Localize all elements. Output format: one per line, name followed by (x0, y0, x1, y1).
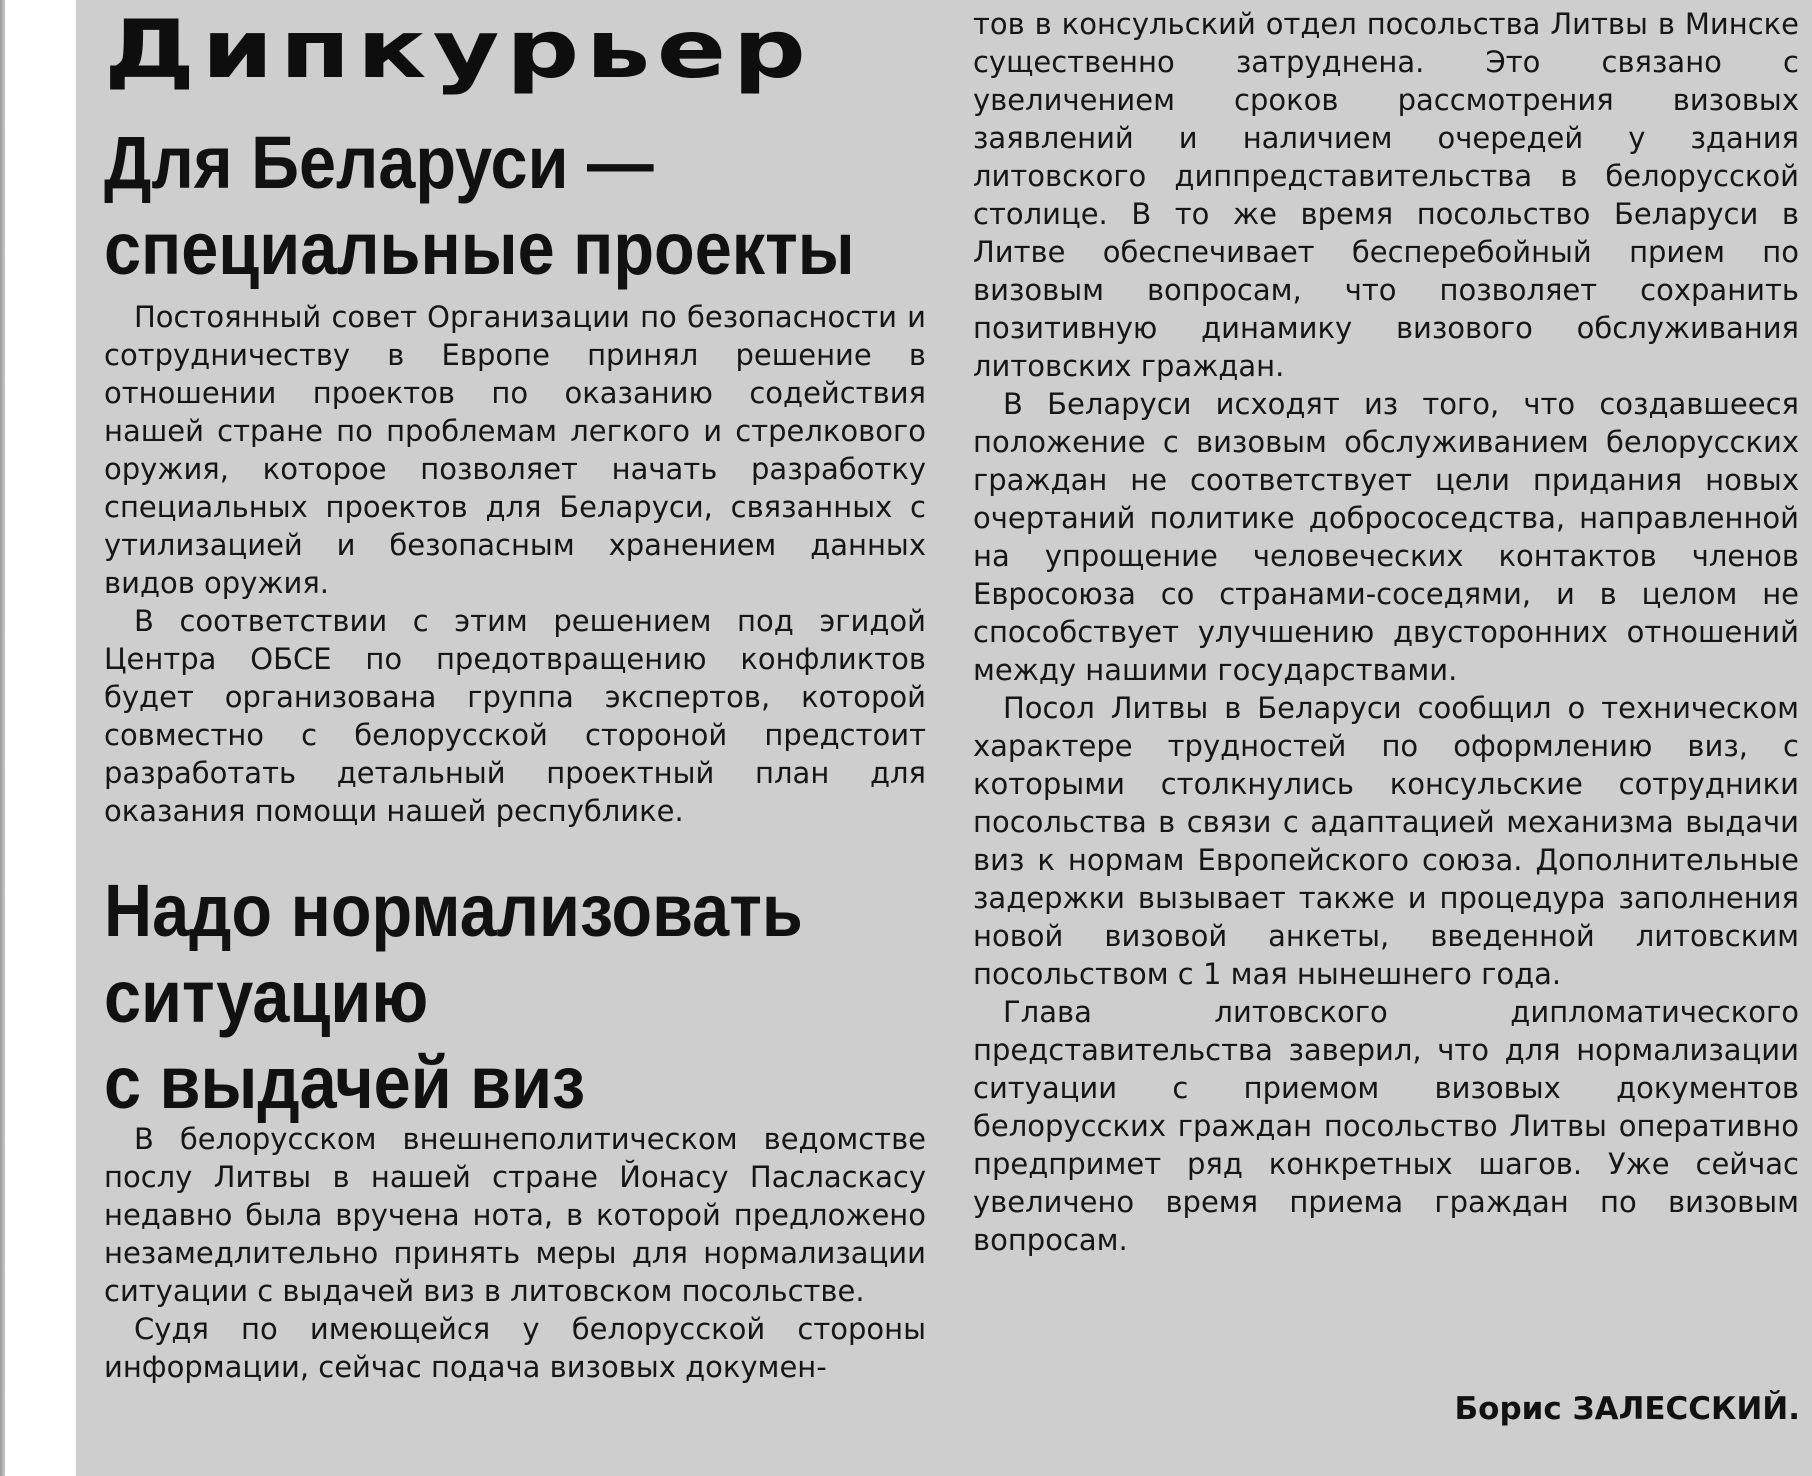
article1-body (104, 298, 926, 830)
article2-body-column1 (104, 1120, 926, 1386)
headline-line: Для Беларуси — (104, 121, 654, 204)
article2-body-column2 (973, 5, 1799, 1259)
headline-line: Надо нормализовать (104, 869, 803, 952)
paragraph: В соответствии с этим решением под эгидой Центра ОБСЕ по предотвращению конфликтов будет организована группа экспертов, которой совместно с белорусской стороной предстоит разработать детальный проектный план для оказания помощи нашей республике. (104, 604, 926, 828)
headline-line: ситуацию (104, 955, 429, 1038)
headline-line: специальные проекты (104, 207, 855, 290)
article2-headline (104, 868, 803, 1126)
paragraph: В белорусском внешнеполитическом ведомстве послу Литвы в нашей стране Йонасу Пасласкасу недавно была вручена нота, в которой предложено незамедлительно принять меры для нормализации ситуации с выдачей виз в литовском посольстве. (104, 1122, 926, 1308)
article1-headline (104, 120, 855, 292)
author-byline: Борис ЗАЛЕССКИЙ. (1454, 1391, 1800, 1427)
paragraph-continuation: тов в консульский отдел посольства Литвы в Минске существенно затруднена. Это связано с увеличением сроков рассмотрения визовых заявлений и наличием очередей у здания литовского диппредставительства в белорусской столице. В то же время посольство Беларуси в Литве обеспечивает бесперебойный прием по визовым вопросам, что позволяет сохранить позитивную динамику визового обслуживания литовских граждан. (973, 7, 1799, 383)
headline-line: с выдачей виз (104, 1041, 586, 1124)
page-fold-edge (0, 0, 5, 1476)
paragraph: Судя по имеющейся у белорусской стороны информации, сейчас подача визовых докумен- (104, 1312, 926, 1384)
paragraph: Посол Литвы в Беларуси сообщил о техническом характере трудностей по оформлению виз, с которыми столкнулись консульские сотрудники посольства в связи с адаптацией механизма выдачи виз к нормам Европейского союза. Дополнительные задержки вызывает также и процедура заполнения новой визовой анкеты, введенной литовским посольством с 1 мая нынешнего года. (973, 691, 1799, 991)
paragraph: Глава литовского дипломатического представительства заверил, что для нормализации ситуации с приемом визовых документов белорусских граждан посольство Литвы оперативно предпримет ряд конкретных шагов. Уже сейчас увеличено время приема граждан по визовым вопросам. (973, 995, 1799, 1257)
paragraph: В Беларуси исходят из того, что создавшееся положение с визовым обслуживанием белорусских граждан не соответствует цели придания новых очертаний политике добрососедства, направленной на упрощение человеческих контактов членов Евросоюза со странами-соседями, и в целом не способствует улучшению двусторонних отношений между нашими государствами. (973, 387, 1799, 687)
paragraph: Постоянный совет Организации по безопасности и сотрудничеству в Европе принял решение в отношении проектов по оказанию содействия нашей стране по проблемам легкого и стрелкового оружия, которое позволяет начать разработку специальных проектов для Беларуси, связанных с утилизацией и безопасным хранением данных видов оружия. (104, 300, 926, 600)
section-rubric: Дипкурьер (104, 3, 813, 96)
